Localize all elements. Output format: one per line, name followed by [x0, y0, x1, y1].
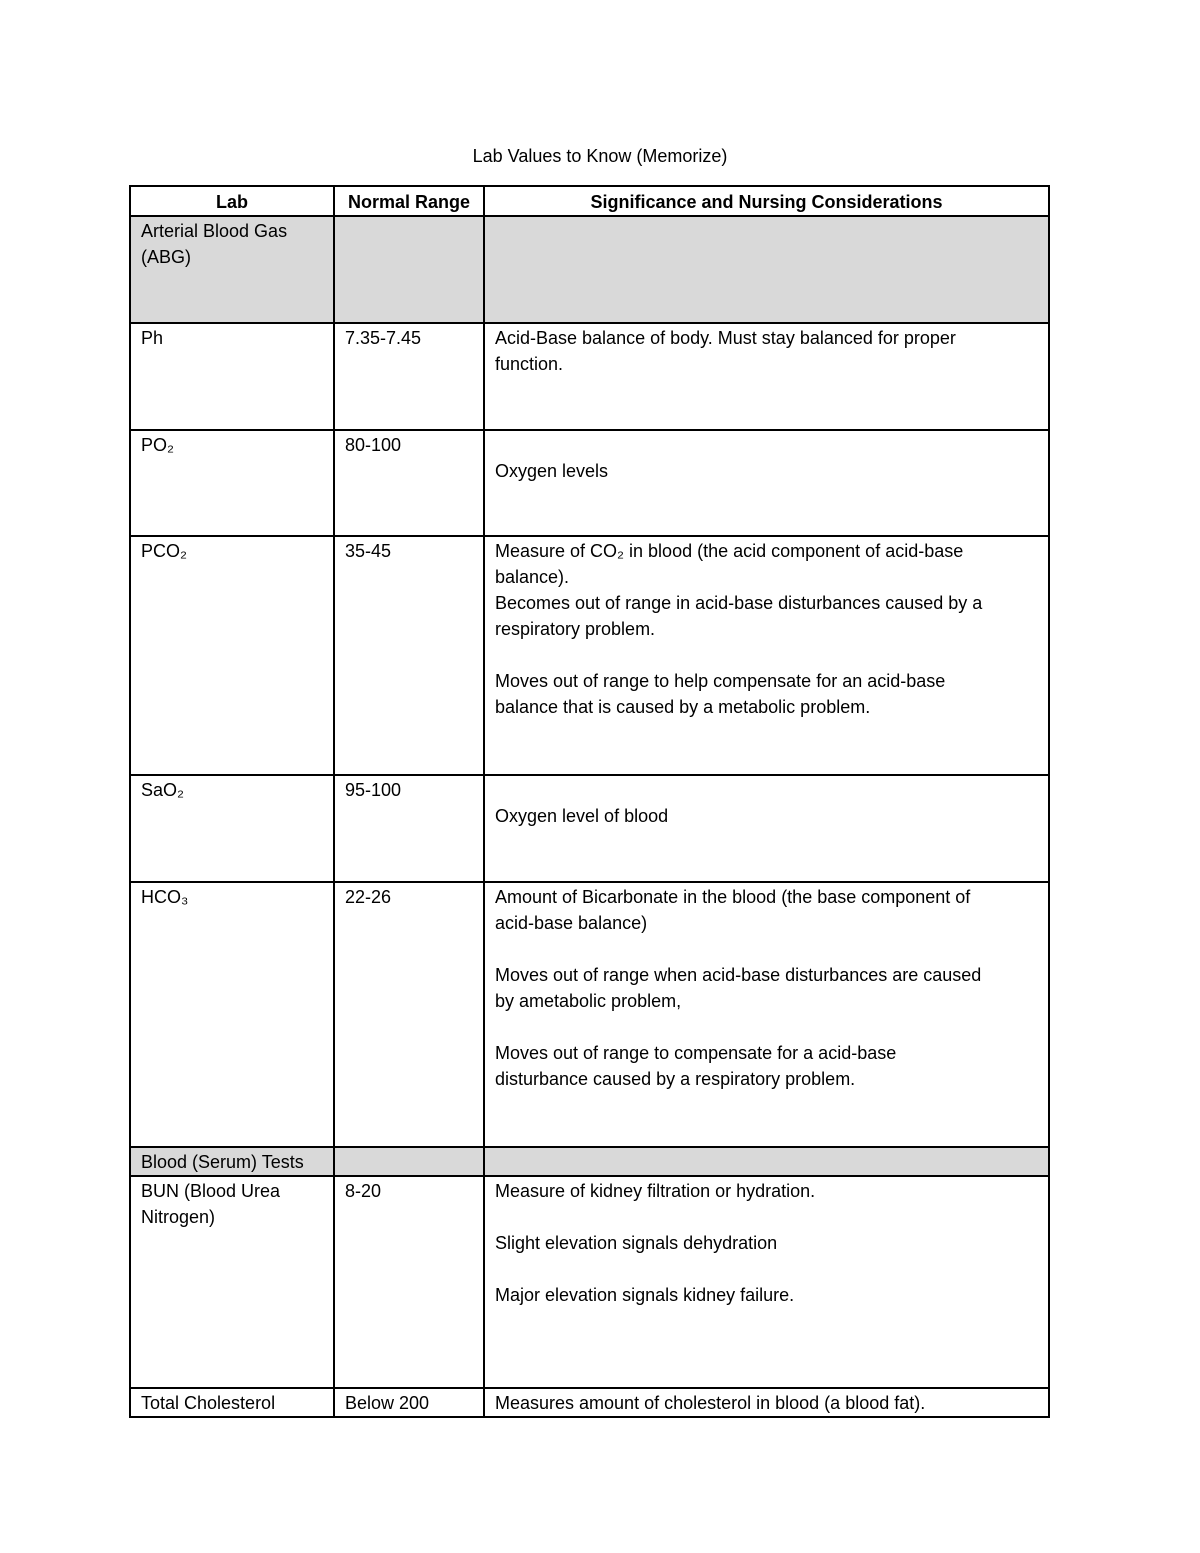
lab-cell [130, 536, 334, 775]
lab-name: PCO₂ [141, 541, 187, 561]
notes-cell [484, 536, 1049, 775]
notes-cell [484, 1176, 1049, 1388]
lab-name: Total Cholesterol [141, 1393, 276, 1413]
range-cell [334, 775, 484, 882]
note-line: Slight elevation signals dehydration [495, 1233, 778, 1253]
range-cell [334, 1176, 484, 1388]
note-line: Major elevation signals kidney failure. [495, 1285, 795, 1305]
section-row-blood-serum [130, 1147, 1049, 1176]
notes-cell [484, 323, 1049, 430]
notes-cell [484, 775, 1049, 882]
note-line: Oxygen level of blood [495, 806, 669, 826]
document-title: Lab Values to Know (Memorize) [472, 146, 728, 166]
range-cell [334, 882, 484, 1147]
lab-cell [130, 216, 334, 323]
notes-cell [484, 430, 1049, 536]
range-cell [334, 536, 484, 775]
range-cell [334, 323, 484, 430]
lab-cell [130, 323, 334, 430]
note-line: balance). [495, 567, 570, 587]
note-line: balance that is caused by a metabolic problem. [495, 697, 871, 717]
table-row-total-cholesterol [130, 1388, 1049, 1417]
range-cell [334, 1388, 484, 1417]
normal-range: 7.35-7.45 [345, 328, 422, 348]
lab-cell [130, 430, 334, 536]
note-line: Becomes out of range in acid-base disturbances caused by a [495, 593, 983, 613]
note-line: acid-base balance) [495, 913, 648, 933]
lab-values-table [129, 185, 1050, 1418]
lab-name: PO₂ [141, 435, 174, 455]
normal-range: 35-45 [345, 541, 392, 561]
table-header-row [130, 186, 1049, 216]
lab-cell [130, 1176, 334, 1388]
lab-cell [130, 882, 334, 1147]
normal-range: 80-100 [345, 435, 402, 455]
note-line: Oxygen levels [495, 461, 609, 481]
note-line: disturbance caused by a respiratory problem. [495, 1069, 856, 1089]
range-cell [334, 1147, 484, 1176]
lab-name: BUN (Blood Urea [141, 1181, 281, 1201]
note-line: Moves out of range when acid-base disturbances are caused [495, 965, 982, 985]
notes-cell [484, 1388, 1049, 1417]
header-normal-range: Normal Range [334, 186, 484, 216]
notes-cell [484, 882, 1049, 1147]
note-line: by ametabolic problem, [495, 991, 682, 1011]
header-lab: Lab [130, 186, 334, 216]
note-line: Measures amount of cholesterol in blood (a blood fat). [495, 1393, 926, 1413]
note-line: respiratory problem. [495, 619, 656, 639]
note-line: Moves out of range to compensate for a acid-base [495, 1043, 897, 1063]
section-row-abg [130, 216, 1049, 323]
notes-cell [484, 1147, 1049, 1176]
normal-range: 95-100 [345, 780, 402, 800]
range-cell [334, 216, 484, 323]
note-line: function. [495, 354, 564, 374]
range-cell [334, 430, 484, 536]
normal-range: Below 200 [345, 1393, 430, 1413]
note-line: Measure of kidney filtration or hydration. [495, 1181, 816, 1201]
table-row-pco2 [130, 536, 1049, 775]
lab-name: HCO₃ [141, 887, 189, 907]
table-row-ph [130, 323, 1049, 430]
table-row-po2 [130, 430, 1049, 536]
lab-name: SaO₂ [141, 780, 185, 800]
lab-name: Ph [141, 328, 164, 348]
lab-name: Nitrogen) [141, 1207, 216, 1227]
note-line: Measure of CO₂ in blood (the acid component of acid-base [495, 541, 964, 561]
table-row-sao2 [130, 775, 1049, 882]
note-line: Moves out of range to help compensate for an acid-base [495, 671, 946, 691]
note-line: Amount of Bicarbonate in the blood (the base component of [495, 887, 971, 907]
lab-cell [130, 1147, 334, 1176]
table-row-hco3 [130, 882, 1049, 1147]
header-significance: Significance and Nursing Considerations [484, 186, 1049, 216]
normal-range: 8-20 [345, 1181, 382, 1201]
lab-cell [130, 1388, 334, 1417]
lab-name: (ABG) [141, 247, 192, 267]
table-row-bun [130, 1176, 1049, 1388]
note-line: Acid-Base balance of body. Must stay balanced for proper [495, 328, 956, 348]
normal-range: 22-26 [345, 887, 392, 907]
lab-name: Arterial Blood Gas [141, 221, 288, 241]
notes-cell [484, 216, 1049, 323]
lab-cell [130, 775, 334, 882]
lab-name: Blood (Serum) Tests [141, 1152, 304, 1172]
